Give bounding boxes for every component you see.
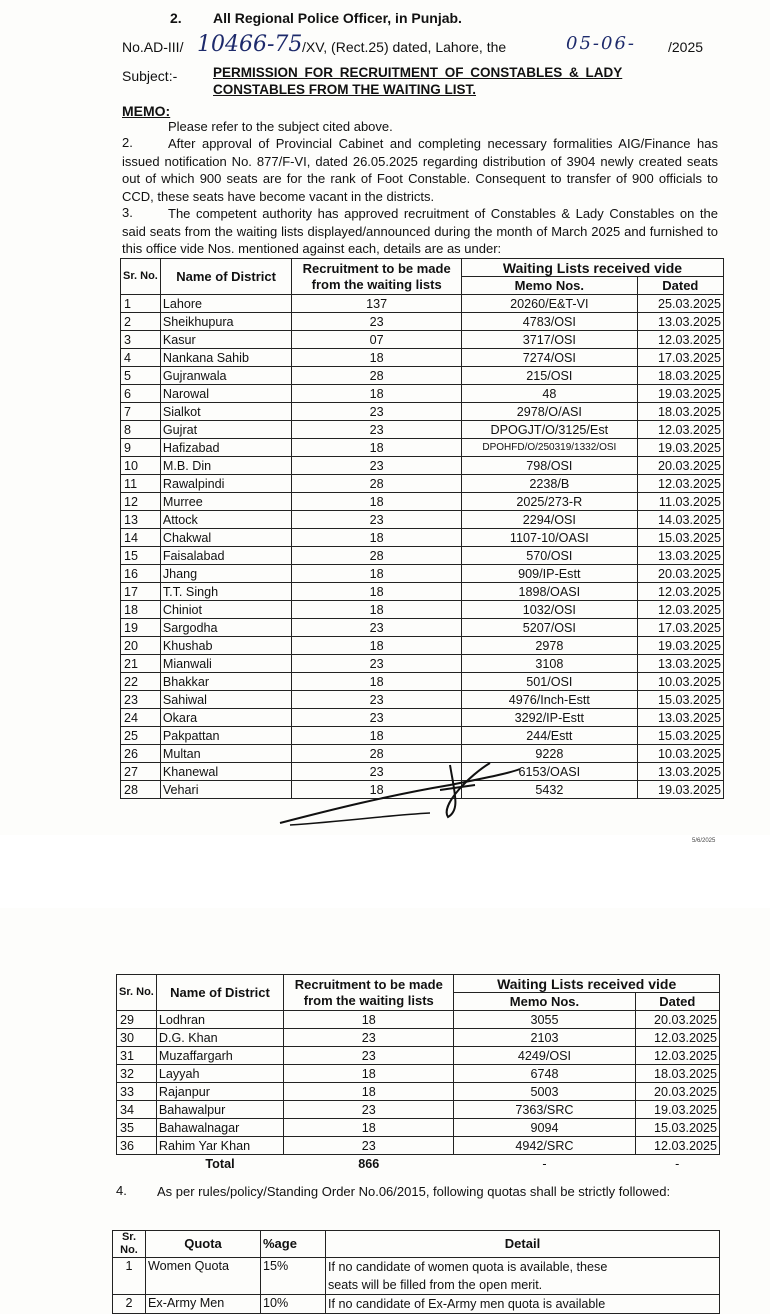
header-dated-2: Dated xyxy=(635,993,719,1011)
table-row xyxy=(117,1029,720,1047)
row-memo-no: 3717/OSI xyxy=(462,331,638,349)
header-recruitment-2: Recruitment to be made from the waiting lists xyxy=(284,975,454,1011)
row-district: Narowal xyxy=(160,385,291,403)
row-memo-no: 1898/OASI xyxy=(462,583,638,601)
table-row xyxy=(121,601,724,619)
recipient-number: 2. xyxy=(170,10,182,26)
quota-header-detail: Detail xyxy=(326,1231,720,1258)
row-dated: 20.03.2025 xyxy=(637,565,723,583)
row-memo-no: 570/OSI xyxy=(462,547,638,565)
row-sr: 18 xyxy=(121,601,161,619)
row-recruitment: 23 xyxy=(284,1137,454,1155)
table-row xyxy=(121,493,724,511)
row-recruitment: 18 xyxy=(292,349,462,367)
row-dated: 13.03.2025 xyxy=(637,709,723,727)
table-row xyxy=(117,1047,720,1065)
row-recruitment: 18 xyxy=(292,529,462,547)
row-district: Murree xyxy=(160,493,291,511)
row-recruitment: 18 xyxy=(292,673,462,691)
header-waiting-lists-2: Waiting Lists received vide xyxy=(454,975,720,993)
row-dated: 20.03.2025 xyxy=(635,1083,719,1101)
row-dated: 19.03.2025 xyxy=(637,439,723,457)
subject-line-1: PERMISSION FOR RECRUITMENT OF CONSTABLES & LADY xyxy=(213,65,623,80)
row-recruitment: 07 xyxy=(292,331,462,349)
paragraph-2: After approval of Provincial Cabinet and completing necessary formalities AIG/Finance has issued notification No. 877/F-VI, dated 26.05.2025 regarding distribution of 3904 newly created seats out of which 900 seats are for the rank of Foot Constable. Consequent to transfer of 900 officials to CCD, these seats have become vacant in the districts. xyxy=(122,136,718,204)
row-memo-no: 2238/B xyxy=(462,475,638,493)
row-recruitment: 23 xyxy=(284,1047,454,1065)
table-row xyxy=(121,349,724,367)
row-district: Gujranwala xyxy=(160,367,291,385)
row-memo-no: 2978/O/ASI xyxy=(462,403,638,421)
total-dated: - xyxy=(675,1156,680,1171)
row-memo-no: DPOHFD/O/250319/1332/OSI xyxy=(462,439,638,457)
district-table-2 xyxy=(116,974,720,1172)
row-district: Faisalabad xyxy=(160,547,291,565)
row-dated: 17.03.2025 xyxy=(637,619,723,637)
quota-pct: 15% xyxy=(261,1258,326,1295)
row-district: Rawalpindi xyxy=(160,475,291,493)
quota-detail-line-1: If no candidate of Ex-Army men quota is available xyxy=(328,1297,606,1311)
row-dated: 18.03.2025 xyxy=(635,1065,719,1083)
row-recruitment: 18 xyxy=(292,583,462,601)
row-sr: 22 xyxy=(121,673,161,691)
row-memo-no: 5003 xyxy=(454,1083,635,1101)
row-district: Khanewal xyxy=(160,763,291,781)
row-recruitment: 18 xyxy=(284,1065,454,1083)
paragraph-4: As per rules/policy/Standing Order No.06/2015, following quotas shall be strictly followed: xyxy=(157,1184,671,1199)
row-sr: 3 xyxy=(121,331,161,349)
row-district: Bhakkar xyxy=(160,673,291,691)
row-sr: 23 xyxy=(121,691,161,709)
row-dated: 25.03.2025 xyxy=(637,295,723,313)
row-memo-no: 244/Estt xyxy=(462,727,638,745)
row-sr: 20 xyxy=(121,637,161,655)
row-memo-no: 909/IP-Estt xyxy=(462,565,638,583)
table-row xyxy=(121,367,724,385)
table-row xyxy=(121,637,724,655)
row-district: Kasur xyxy=(160,331,291,349)
quota-sr: 2 xyxy=(113,1295,146,1314)
row-recruitment: 18 xyxy=(292,385,462,403)
row-sr: 1 xyxy=(121,295,161,313)
row-memo-no: 2294/OSI xyxy=(462,511,638,529)
page-stamp: 5/6/2025 xyxy=(692,838,716,844)
document-page-2 xyxy=(0,908,770,1314)
row-memo-no: 798/OSI xyxy=(462,457,638,475)
quota-header-pct: %age xyxy=(261,1231,326,1258)
table-row xyxy=(121,655,724,673)
row-sr: 4 xyxy=(121,349,161,367)
row-recruitment: 18 xyxy=(284,1011,454,1029)
row-dated: 12.03.2025 xyxy=(637,475,723,493)
row-recruitment: 18 xyxy=(292,601,462,619)
row-sr: 28 xyxy=(121,781,161,799)
row-recruitment: 28 xyxy=(292,367,462,385)
row-sr: 2 xyxy=(121,313,161,331)
header-district-2: Name of District xyxy=(156,975,283,1011)
row-recruitment: 23 xyxy=(292,511,462,529)
row-dated: 19.03.2025 xyxy=(637,385,723,403)
table-row xyxy=(121,673,724,691)
row-sr: 19 xyxy=(121,619,161,637)
row-sr: 33 xyxy=(117,1083,157,1101)
row-sr: 15 xyxy=(121,547,161,565)
table-row xyxy=(121,439,724,457)
row-dated: 12.03.2025 xyxy=(635,1029,719,1047)
quota-detail-line-1: If no candidate of women quota is available, these xyxy=(328,1260,608,1274)
row-district: Jhang xyxy=(160,565,291,583)
row-memo-no: 2103 xyxy=(454,1029,635,1047)
row-sr: 35 xyxy=(117,1119,157,1137)
header-sr: Sr. No. xyxy=(121,259,161,295)
row-recruitment: 23 xyxy=(292,763,462,781)
row-memo-no: 9094 xyxy=(454,1119,635,1137)
row-sr: 32 xyxy=(117,1065,157,1083)
row-recruitment: 23 xyxy=(292,421,462,439)
row-sr: 12 xyxy=(121,493,161,511)
table-row xyxy=(117,1083,720,1101)
table-row xyxy=(121,475,724,493)
row-memo-no: 4783/OSI xyxy=(462,313,638,331)
row-memo-no: 6153/OASI xyxy=(462,763,638,781)
row-sr: 6 xyxy=(121,385,161,403)
quota-detail xyxy=(326,1295,720,1314)
row-memo-no: 5207/OSI xyxy=(462,619,638,637)
table-row xyxy=(117,1065,720,1083)
paragraph-1: Please refer to the subject cited above. xyxy=(168,119,393,134)
total-label: Total xyxy=(205,1156,235,1171)
row-district: Muzaffargarh xyxy=(156,1047,283,1065)
table-row xyxy=(117,1119,720,1137)
paragraph-3: The competent authority has approved recruitment of Constables & Lady Constables on the said seats from the waiting lists displayed/announced during the month of March 2025 and furnished to this office vide Nos. mentioned against each, details are as under: xyxy=(122,206,718,256)
header-memo-nos-2: Memo Nos. xyxy=(454,993,635,1011)
row-dated: 12.03.2025 xyxy=(637,601,723,619)
row-dated: 12.03.2025 xyxy=(635,1137,719,1155)
row-dated: 15.03.2025 xyxy=(635,1119,719,1137)
header-waiting-lists: Waiting Lists received vide xyxy=(462,259,724,277)
row-dated: 18.03.2025 xyxy=(637,367,723,385)
row-district: Sheikhupura xyxy=(160,313,291,331)
row-district: Attock xyxy=(160,511,291,529)
row-district: Bahawalnagar xyxy=(156,1119,283,1137)
header-recruitment: Recruitment to be made from the waiting lists xyxy=(292,259,462,295)
quota-row xyxy=(113,1295,720,1314)
memo-label: MEMO: xyxy=(122,103,171,119)
row-memo-no: 501/OSI xyxy=(462,673,638,691)
row-dated: 15.03.2025 xyxy=(637,691,723,709)
table-row xyxy=(121,619,724,637)
quota-detail-line-2: seats will be filled from the open merit. xyxy=(328,1278,543,1292)
row-sr: 30 xyxy=(117,1029,157,1047)
header-memo-nos: Memo Nos. xyxy=(462,277,638,295)
row-recruitment: 23 xyxy=(292,691,462,709)
row-sr: 7 xyxy=(121,403,161,421)
row-district: Sargodha xyxy=(160,619,291,637)
row-memo-no: DPOGJT/O/3125/Est xyxy=(462,421,638,439)
paragraph-2-number: 2. xyxy=(122,135,133,150)
row-dated: 20.03.2025 xyxy=(635,1011,719,1029)
row-district: Layyah xyxy=(156,1065,283,1083)
row-sr: 11 xyxy=(121,475,161,493)
row-district: Bahawalpur xyxy=(156,1101,283,1119)
table-row xyxy=(121,565,724,583)
table-row xyxy=(117,1137,720,1155)
quota-header-sr: Sr. No. xyxy=(113,1231,146,1258)
header-district: Name of District xyxy=(160,259,291,295)
row-recruitment: 28 xyxy=(292,547,462,565)
row-memo-no: 6748 xyxy=(454,1065,635,1083)
row-district: Lodhran xyxy=(156,1011,283,1029)
row-district: Chiniot xyxy=(160,601,291,619)
row-recruitment: 18 xyxy=(292,439,462,457)
row-dated: 12.03.2025 xyxy=(637,421,723,439)
row-dated: 19.03.2025 xyxy=(637,637,723,655)
row-district: Khushab xyxy=(160,637,291,655)
row-memo-no: 4249/OSI xyxy=(454,1047,635,1065)
row-dated: 17.03.2025 xyxy=(637,349,723,367)
row-dated: 11.03.2025 xyxy=(637,493,723,511)
table-row xyxy=(121,403,724,421)
total-recruit: 866 xyxy=(358,1156,380,1171)
row-dated: 15.03.2025 xyxy=(637,529,723,547)
row-district: T.T. Singh xyxy=(160,583,291,601)
row-sr: 24 xyxy=(121,709,161,727)
row-recruitment: 23 xyxy=(292,619,462,637)
row-recruitment: 18 xyxy=(292,727,462,745)
row-district: Sialkot xyxy=(160,403,291,421)
row-recruitment: 28 xyxy=(292,475,462,493)
row-sr: 8 xyxy=(121,421,161,439)
quota-sr: 1 xyxy=(113,1258,146,1295)
recipient-line: All Regional Police Officer, in Punjab. xyxy=(213,10,462,26)
row-dated: 10.03.2025 xyxy=(637,745,723,763)
table-row xyxy=(121,295,724,313)
row-memo-no: 3108 xyxy=(462,655,638,673)
row-dated: 13.03.2025 xyxy=(637,313,723,331)
header-sr-2: Sr. No. xyxy=(117,975,157,1011)
row-sr: 29 xyxy=(117,1011,157,1029)
row-sr: 14 xyxy=(121,529,161,547)
row-recruitment: 137 xyxy=(292,295,462,313)
row-memo-no: 20260/E&T-VI xyxy=(462,295,638,313)
row-memo-no: 215/OSI xyxy=(462,367,638,385)
row-sr: 13 xyxy=(121,511,161,529)
table-row xyxy=(117,1011,720,1029)
row-sr: 17 xyxy=(121,583,161,601)
row-recruitment: 18 xyxy=(284,1083,454,1101)
row-district: M.B. Din xyxy=(160,457,291,475)
page-gap xyxy=(0,858,770,908)
row-recruitment: 23 xyxy=(292,655,462,673)
row-recruitment: 23 xyxy=(284,1101,454,1119)
table-row xyxy=(121,529,724,547)
quota-name: Women Quota xyxy=(146,1258,261,1295)
row-memo-no: 4942/SRC xyxy=(454,1137,635,1155)
row-recruitment: 23 xyxy=(292,457,462,475)
row-recruitment: 28 xyxy=(292,745,462,763)
row-dated: 13.03.2025 xyxy=(637,763,723,781)
row-district: Chakwal xyxy=(160,529,291,547)
paragraph-4-number: 4. xyxy=(116,1183,127,1198)
table-row xyxy=(121,421,724,439)
row-memo-no: 7363/SRC xyxy=(454,1101,635,1119)
table-row xyxy=(121,511,724,529)
row-memo-no: 7274/OSI xyxy=(462,349,638,367)
date-year: /2025 xyxy=(668,39,704,55)
row-district: D.G. Khan xyxy=(156,1029,283,1047)
row-memo-no: 48 xyxy=(462,385,638,403)
total-memo: - xyxy=(542,1156,547,1171)
row-district: Mianwali xyxy=(160,655,291,673)
row-memo-no: 3055 xyxy=(454,1011,635,1029)
reference-prefix: No.AD-III/ xyxy=(122,39,184,55)
district-table-1 xyxy=(120,258,724,799)
row-dated: 20.03.2025 xyxy=(637,457,723,475)
total-row xyxy=(117,1155,720,1173)
table-row xyxy=(121,313,724,331)
row-sr: 16 xyxy=(121,565,161,583)
row-recruitment: 23 xyxy=(284,1029,454,1047)
row-recruitment: 18 xyxy=(292,637,462,655)
row-memo-no: 9228 xyxy=(462,745,638,763)
row-recruitment: 18 xyxy=(292,565,462,583)
row-sr: 26 xyxy=(121,745,161,763)
row-district: Rahim Yar Khan xyxy=(156,1137,283,1155)
row-district: Okara xyxy=(160,709,291,727)
row-district: Pakpattan xyxy=(160,727,291,745)
table-row xyxy=(121,457,724,475)
row-dated: 12.03.2025 xyxy=(637,583,723,601)
row-recruitment: 18 xyxy=(292,493,462,511)
row-dated: 10.03.2025 xyxy=(637,673,723,691)
table-row xyxy=(121,547,724,565)
table-row xyxy=(117,1101,720,1119)
row-dated: 14.03.2025 xyxy=(637,511,723,529)
row-district: Lahore xyxy=(160,295,291,313)
date-handwritten: 05-06- xyxy=(566,33,636,54)
row-dated: 13.03.2025 xyxy=(637,547,723,565)
row-recruitment: 18 xyxy=(292,781,462,799)
quota-detail xyxy=(326,1258,720,1295)
row-dated: 19.03.2025 xyxy=(637,781,723,799)
reference-suffix: /XV, (Rect.25) dated, Lahore, the xyxy=(302,39,507,55)
row-district: Vehari xyxy=(160,781,291,799)
row-memo-no: 1032/OSI xyxy=(462,601,638,619)
table-row xyxy=(121,727,724,745)
quota-header-quota: Quota xyxy=(146,1231,261,1258)
table-row xyxy=(121,583,724,601)
row-dated: 12.03.2025 xyxy=(635,1047,719,1065)
row-district: Gujrat xyxy=(160,421,291,439)
row-sr: 27 xyxy=(121,763,161,781)
row-district: Sahiwal xyxy=(160,691,291,709)
signature-mark xyxy=(270,755,530,835)
row-memo-no: 5432 xyxy=(462,781,638,799)
row-dated: 15.03.2025 xyxy=(637,727,723,745)
row-dated: 19.03.2025 xyxy=(635,1101,719,1119)
table-row xyxy=(121,331,724,349)
quota-pct: 10% xyxy=(261,1295,326,1314)
row-recruitment: 23 xyxy=(292,313,462,331)
quota-table xyxy=(112,1230,720,1314)
row-dated: 13.03.2025 xyxy=(637,655,723,673)
row-dated: 18.03.2025 xyxy=(637,403,723,421)
row-sr: 21 xyxy=(121,655,161,673)
paragraph-3-number: 3. xyxy=(122,205,133,220)
row-sr: 31 xyxy=(117,1047,157,1065)
table-row xyxy=(121,385,724,403)
reference-number-handwritten: 10466-75 xyxy=(197,32,303,57)
row-recruitment: 23 xyxy=(292,709,462,727)
row-sr: 9 xyxy=(121,439,161,457)
row-memo-no: 4976/Inch-Estt xyxy=(462,691,638,709)
row-recruitment: 18 xyxy=(284,1119,454,1137)
quota-name: Ex-Army Men xyxy=(146,1295,261,1314)
row-district: Hafizabad xyxy=(160,439,291,457)
row-district: Rajanpur xyxy=(156,1083,283,1101)
row-memo-no: 2978 xyxy=(462,637,638,655)
row-sr: 5 xyxy=(121,367,161,385)
row-memo-no: 2025/273-R xyxy=(462,493,638,511)
row-sr: 25 xyxy=(121,727,161,745)
row-sr: 36 xyxy=(117,1137,157,1155)
table-row xyxy=(121,691,724,709)
row-memo-no: 3292/IP-Estt xyxy=(462,709,638,727)
row-district: Nankana Sahib xyxy=(160,349,291,367)
row-sr: 34 xyxy=(117,1101,157,1119)
row-sr: 10 xyxy=(121,457,161,475)
row-district: Multan xyxy=(160,745,291,763)
row-memo-no: 1107-10/OASI xyxy=(462,529,638,547)
header-dated: Dated xyxy=(637,277,723,295)
subject-line-2: CONSTABLES FROM THE WAITING LIST. xyxy=(213,82,476,97)
row-dated: 12.03.2025 xyxy=(637,331,723,349)
table-row xyxy=(121,709,724,727)
row-recruitment: 23 xyxy=(292,403,462,421)
quota-row xyxy=(113,1258,720,1295)
subject-label: Subject:- xyxy=(122,68,178,84)
